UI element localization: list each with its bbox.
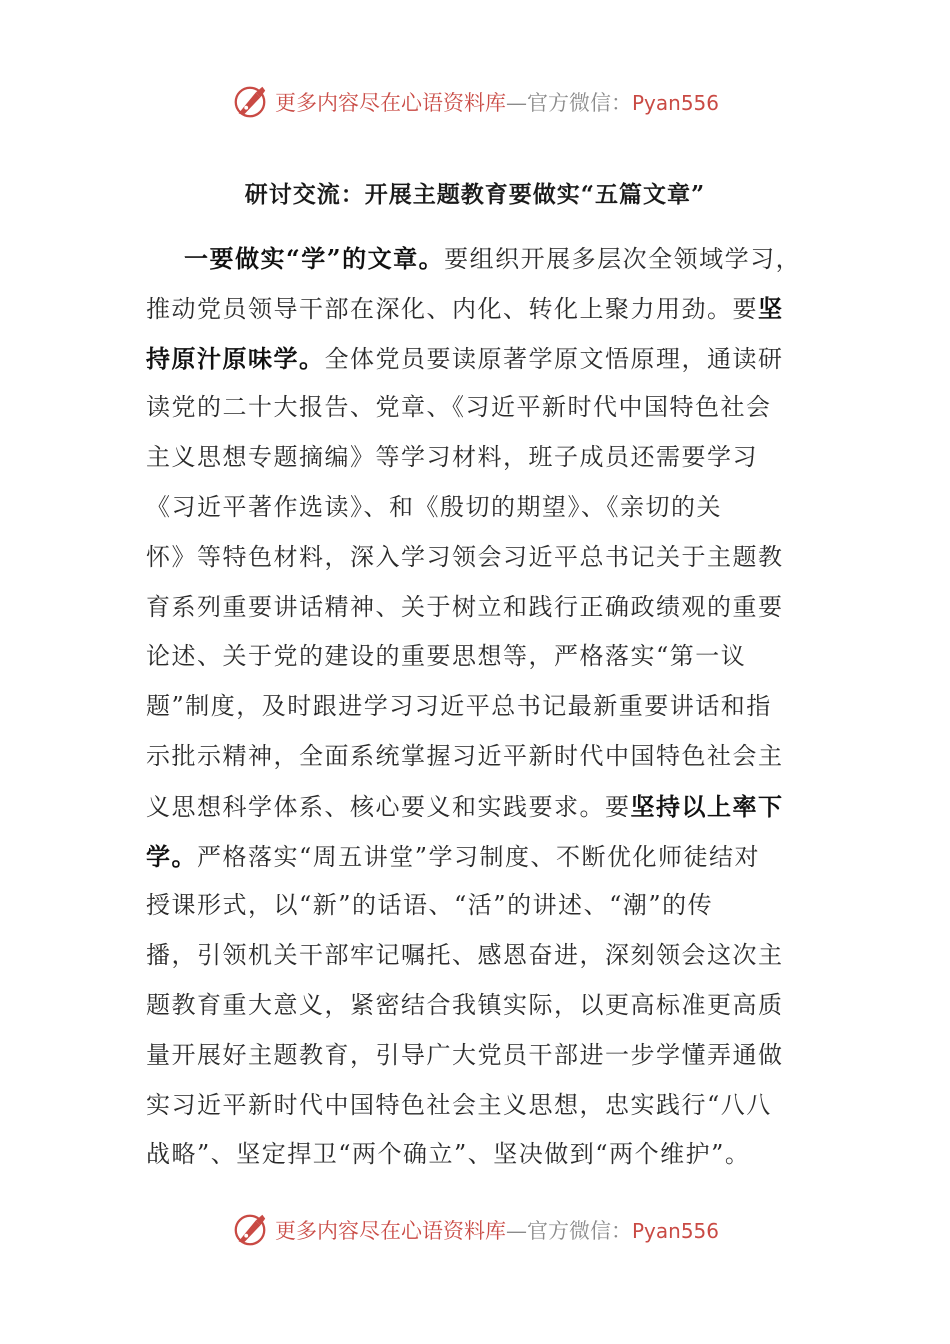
bold-text-run: 学。 xyxy=(146,841,197,871)
document-title: 研讨交流：开展主题教育要做实“五篇文章” xyxy=(244,181,706,208)
bold-text-run: 坚 xyxy=(758,293,784,323)
footer-banner-id: Pyan556 xyxy=(631,1219,719,1243)
body-line xyxy=(146,234,806,284)
header-banner xyxy=(0,80,950,124)
bold-text-run: 一要做实“学”的文章。 xyxy=(184,244,445,273)
pen-nib-logo-icon xyxy=(231,83,269,121)
body-line xyxy=(146,533,806,583)
footer-banner-text xyxy=(275,1215,719,1245)
body-line xyxy=(146,632,806,682)
text-run: 《习近平著作选读》、和《殷切的期望》、《亲切的关 xyxy=(146,492,722,521)
body-line xyxy=(146,782,806,832)
body-line xyxy=(146,732,806,782)
text-run: 播，引领机关干部牢记嘱托、感恩奋进，深刻领会这次主 xyxy=(146,941,784,970)
header-banner-id: Pyan556 xyxy=(631,91,719,115)
text-run: 量开展好主题教育，引导广大党员干部进一步学懂弄通做 xyxy=(146,1040,784,1069)
text-run: 题教育重大意义，紧密结合我镇实际，以更高标准更高质 xyxy=(146,990,784,1019)
body-line xyxy=(146,334,806,384)
text-run: 实习近平新时代中国特色社会主义思想，忠实践行“八八 xyxy=(146,1090,772,1119)
text-run: 题”制度，及时跟进学习习近平总书记最新重要讲话和指 xyxy=(146,692,772,721)
header-banner-text xyxy=(275,87,719,117)
body-line xyxy=(146,1130,806,1180)
text-run: 全体党员要读原著学原文悟原理，通读研 xyxy=(324,344,784,373)
body-line xyxy=(146,1081,806,1131)
body-line xyxy=(146,981,806,1031)
body-line xyxy=(146,881,806,931)
pen-nib-logo-icon xyxy=(231,1211,269,1249)
footer-banner-main: 更多内容尽在心语资料库 xyxy=(274,1219,506,1243)
text-run: 育系列重要讲话精神、关于树立和践行正确政绩观的重要 xyxy=(146,592,784,621)
header-banner-dash: — xyxy=(505,91,527,115)
body-line xyxy=(146,383,806,433)
text-run: 战略”、坚定捍卫“两个确立”、坚决做到“两个维护”。 xyxy=(146,1140,751,1169)
text-run: 严格落实“周五讲堂”学习制度、不断优化师徒结对 xyxy=(197,842,761,871)
body-line xyxy=(146,931,806,981)
text-run: 义思想科学体系、核心要义和实践要求。要 xyxy=(146,792,631,821)
text-run: 主义思想专题摘编》等学习材料，班子成员还需要学习 xyxy=(146,443,758,472)
text-run: 推动党员领导干部在深化、内化、转化上聚力用劲。要 xyxy=(146,294,758,323)
body-line xyxy=(146,583,806,633)
bold-text-run: 持原汁原味学。 xyxy=(146,343,325,373)
footer-banner xyxy=(0,1208,950,1252)
text-run: 怀》等特色材料，深入学习领会习近平总书记关于主题教 xyxy=(146,542,784,571)
footer-banner-sub: 官方微信： xyxy=(526,1219,632,1243)
bold-text-run: 坚持以上率下 xyxy=(630,791,784,821)
body-line xyxy=(146,284,806,334)
header-banner-sub: 官方微信： xyxy=(526,91,632,115)
text-run: 要组织开展多层次全领域学习， xyxy=(444,245,802,273)
body-line xyxy=(146,832,806,882)
text-run: 论述、关于党的建设的重要思想等，严格落实“第一议 xyxy=(146,642,747,671)
document-body xyxy=(146,234,806,1180)
body-line xyxy=(146,433,806,483)
text-run: 示批示精神，全面系统掌握习近平新时代中国特色社会主 xyxy=(146,741,784,770)
text-run: 读党的二十大报告、党章、《习近平新时代中国特色社会 xyxy=(146,393,772,422)
text-run: 授课形式，以“新”的话语、“活”的讲述、“潮”的传 xyxy=(146,891,714,920)
body-line xyxy=(146,1031,806,1081)
body-line xyxy=(146,483,806,533)
header-banner-main: 更多内容尽在心语资料库 xyxy=(274,91,506,115)
footer-banner-dash: — xyxy=(505,1219,527,1243)
body-line xyxy=(146,682,806,732)
